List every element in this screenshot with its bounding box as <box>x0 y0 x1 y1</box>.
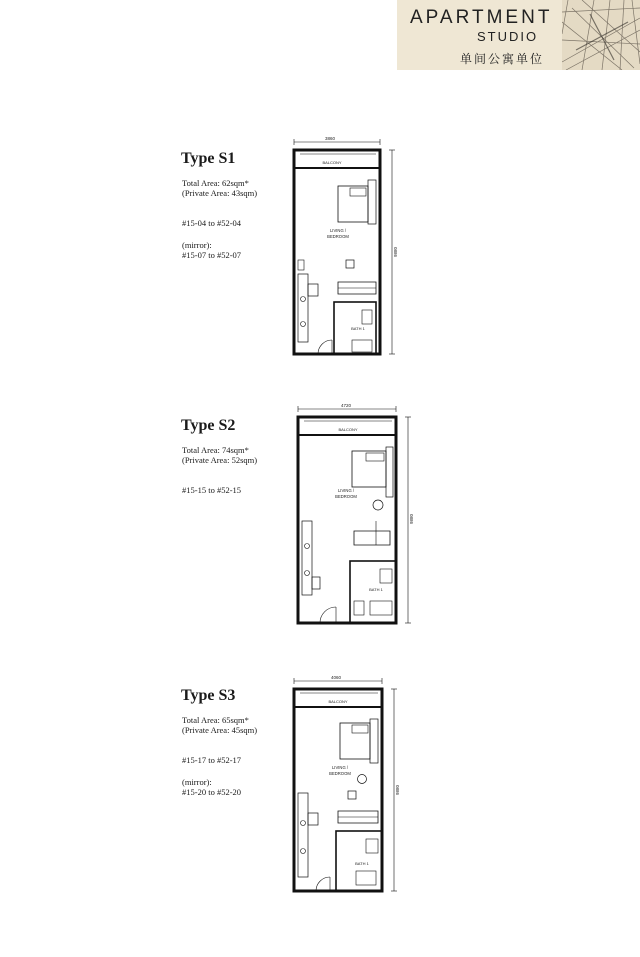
dimension-height: 9880 <box>393 246 398 258</box>
unit-range: #15-15 to #52-15 <box>182 485 242 495</box>
bath-label: BATH 1 <box>351 326 365 331</box>
unit-title: Type S2 <box>181 417 236 434</box>
total-area: Total Area: 62sqm* <box>182 178 249 188</box>
banner-sketch-image <box>562 0 640 70</box>
private-area: (Private Area: 45sqm) <box>182 725 258 735</box>
floor-plan-s2 <box>284 401 420 627</box>
room-label-line2: BEDROOM <box>327 234 349 239</box>
header-subtitle: STUDIO <box>477 29 539 44</box>
unit-range: #15-04 to #52-04 <box>182 218 242 228</box>
mirror-range: #15-20 to #52-20 <box>182 787 242 797</box>
unit-title: Type S3 <box>181 687 236 704</box>
dimension-width: 4060 <box>330 675 342 680</box>
dimension-height: 9880 <box>395 784 400 796</box>
balcony-label: BALCONY <box>338 427 358 432</box>
room-label-line1: LIVING / <box>337 488 355 493</box>
balcony-label: BALCONY <box>328 699 348 704</box>
private-area: (Private Area: 52sqm) <box>182 455 258 465</box>
mirror-range: #15-07 to #52-07 <box>182 250 242 260</box>
room-label-line1: LIVING / <box>331 765 349 770</box>
mirror-label: (mirror): <box>182 777 212 787</box>
total-area: Total Area: 74sqm* <box>182 445 249 455</box>
dimension-width: 3860 <box>324 136 336 141</box>
balcony-label: BALCONY <box>322 160 342 165</box>
room-label-line2: BEDROOM <box>329 771 351 776</box>
private-area: (Private Area: 43sqm) <box>182 188 258 198</box>
header-title: APARTMENT <box>410 7 553 28</box>
dimension-height: 9880 <box>409 513 414 525</box>
floor-plan-s1 <box>280 134 400 359</box>
dimension-width: 4720 <box>340 403 352 408</box>
room-label-line2: BEDROOM <box>335 494 357 499</box>
bath-label: BATH 1 <box>355 861 369 866</box>
floor-plan-s3 <box>280 673 404 895</box>
mirror-label: (mirror): <box>182 240 212 250</box>
room-label-line1: LIVING / <box>329 228 347 233</box>
header-chinese-title: 单间公寓单位 <box>460 52 545 66</box>
bath-label: BATH 1 <box>369 587 383 592</box>
unit-title: Type S1 <box>181 150 236 167</box>
header-banner <box>397 0 640 70</box>
total-area: Total Area: 65sqm* <box>182 715 249 725</box>
unit-range: #15-17 to #52-17 <box>182 755 242 765</box>
